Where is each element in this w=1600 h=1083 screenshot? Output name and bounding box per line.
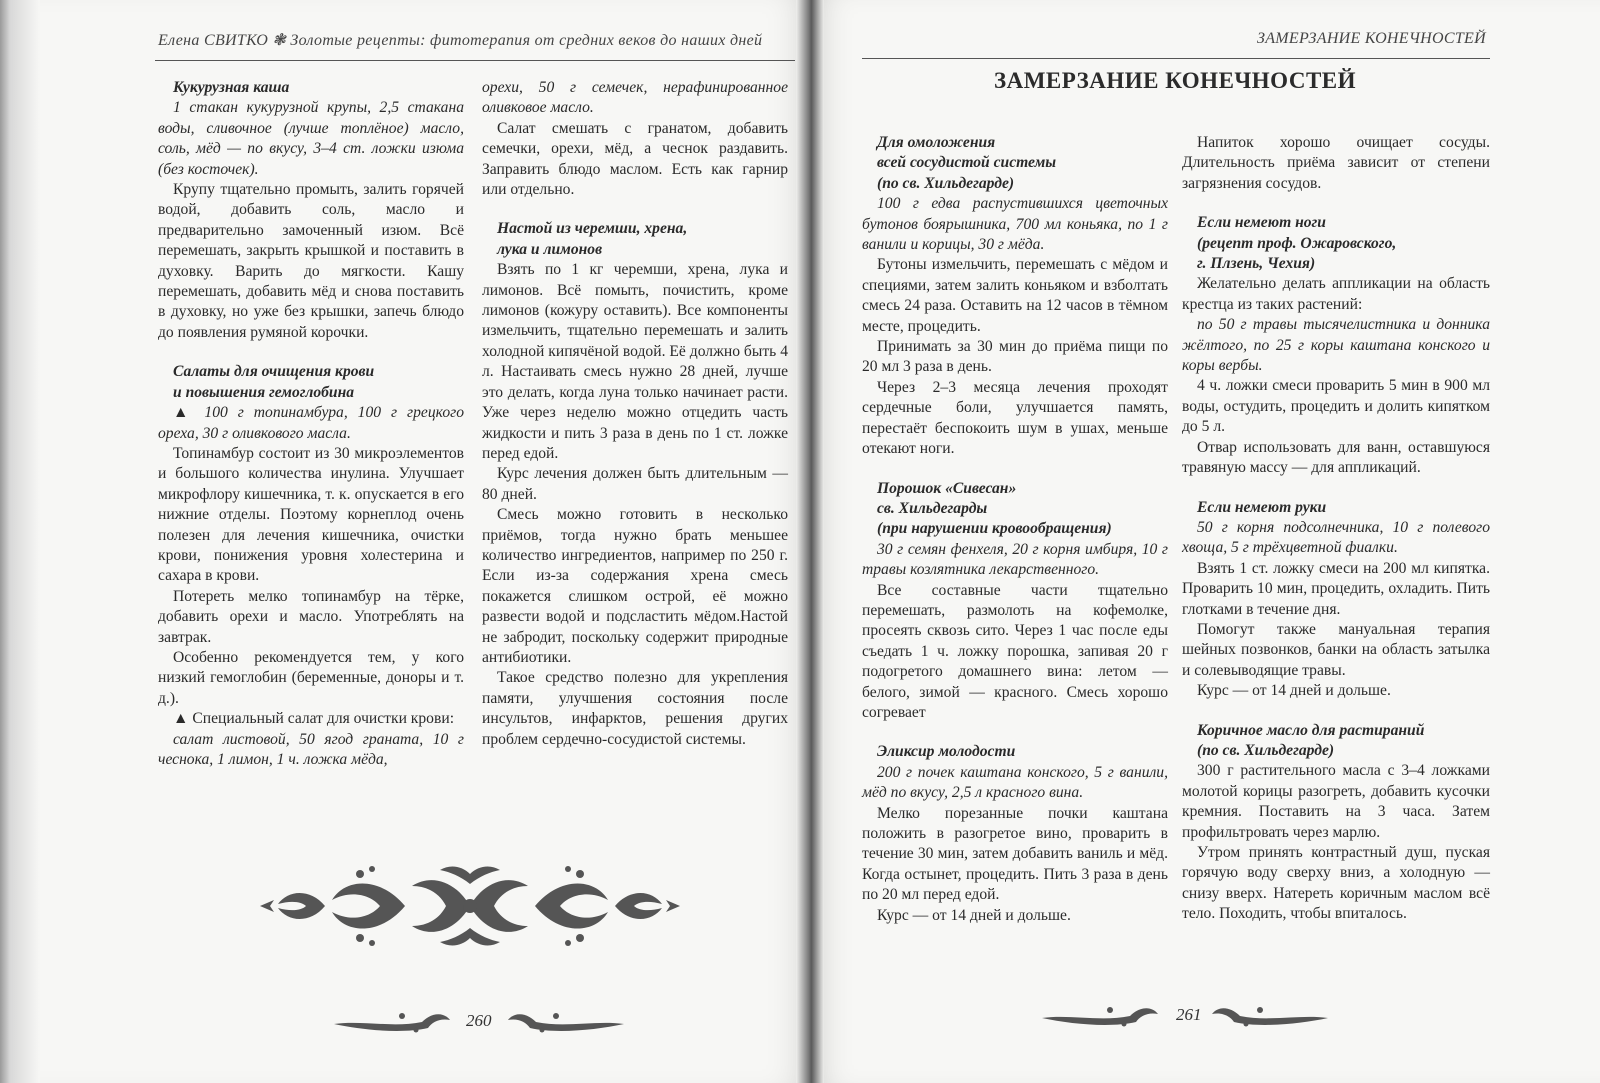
paragraph: Крупу тщательно промыть, залить горячей водой, добавить соль, масло и предварительно замоченный изюм. Всё перемешать, закрыть крышкой и поставить в духовку. Варить до мягкости. Кашу перемешать, добавить мёд и снова поставить в духовку, но уже без крышки, запечь блюдо до появления румяной корочки. xyxy=(158,181,464,341)
left-column-2 xyxy=(482,78,788,750)
folio-ornament-icon xyxy=(1040,1000,1160,1030)
ingredients-text: 30 г семян фенхеля, 20 г корня имбиря, 10 г травы козлятника лекарственного. xyxy=(862,540,1168,579)
ingredients-text: ▲ 100 г топинамбура, 100 г грецкого ореха, 30 г оливкового масла. xyxy=(158,404,464,442)
paragraph: 4 ч. ложки смеси проварить 5 мин в 900 мл воды, остудить, процедить и долить кипятком до 5 л. xyxy=(1182,377,1490,436)
folio-ornament-icon xyxy=(1210,1000,1330,1030)
header-rule-left xyxy=(155,60,795,61)
paragraph: Напиток хорошо очищает сосуды. Длительность приёма зависит от степени загрязнения сосудов. xyxy=(1182,134,1490,192)
paragraph: Помогут также мануальная терапия шейных позвонков, банки на область затылка и солевыводящие травы. xyxy=(1182,620,1490,679)
floral-ornament-icon xyxy=(240,860,700,952)
paragraph: Взять 1 ст. ложку смеси на 200 мл кипятка. Проварить 10 мин, процедить, охладить. Пить глотками в течение дня. xyxy=(1182,559,1490,618)
paragraph: Курс — от 14 дней и дольше. xyxy=(877,906,1071,924)
recipe-heading: всей сосудистой системы xyxy=(877,154,1057,172)
paragraph: Бутоны измельчить, перемешать с мёдом и специями, затем залить коньяком и взболтать смесь 24 раза. Оставить на 12 часов в тёмном месте, процедить. xyxy=(862,256,1168,335)
running-head-right: ЗАМЕРЗАНИЕ КОНЕЧНОСТЕЙ xyxy=(1256,30,1486,47)
ingredients-text: 100 г едва распустившихся цветочных бутонов боярышника, 700 мл коньяка, по 1 г ванили и корицы, 30 г мёда. xyxy=(862,195,1168,254)
paragraph: Смесь можно готовить в несколько приёмов, тогда нужно брать меньшее количество ингредиентов, например по 250 г. Если из-за содержания хрена смесь покажется слишком острой, её можно развести водой и подсластить мёдом.Настой не забродит, поскольку содержит природные антибиотики. xyxy=(482,506,788,666)
ingredients-text: 200 г почек каштана конского, 5 г ванили, мёд по вкусу, 2,5 л красного вина. xyxy=(862,763,1168,802)
recipe-heading: (по св. Хильдегарде) xyxy=(1197,741,1335,759)
paragraph: Курс — от 14 дней и дольше. xyxy=(1197,682,1391,700)
recipe-heading: Кукурузная каша xyxy=(173,79,290,96)
paragraph: Утром принять контрастный душ, пуская горячую воду сверху вниз, а холодную — снизу вверх. Натереть коричным маслом всё тело. Походить, чтобы впиталось. xyxy=(1182,844,1490,923)
recipe-heading: Если немеют руки xyxy=(1197,498,1327,516)
paragraph: Отвар использовать для ванн, оставшуюся травяную массу — для аппликаций. xyxy=(1182,438,1490,477)
ingredients-text: 1 стакан кукурузной крупы, 2,5 стакана воды, сливочное (лучше топлёное) масло, соль, мёд — по вкусу, 3–4 ст. ложки изюма (без косточек). xyxy=(158,99,464,178)
right-column-1 xyxy=(862,133,1168,926)
book-gutter xyxy=(796,0,824,1083)
recipe-heading: Для омоложения xyxy=(877,134,996,151)
recipe-heading: (при нарушении кровообращения) xyxy=(877,520,1112,538)
ingredients-text: 50 г корня подсолнечника, 10 г полевого хвоща, 5 г трёхцветной фиалки. xyxy=(1182,518,1490,557)
page-number-left: 260 xyxy=(466,1011,492,1030)
page-edge xyxy=(0,0,40,1083)
recipe-heading: (рецепт проф. Ожаровского, xyxy=(1197,234,1397,252)
paragraph: Топинамбур состоит из 30 микроэлементов и большого количества инулина. Улучшает микрофлору кишечника, т. к. опускается в его нижние отделы. Поэтому корнеплод очень полезен для лечения кишечника, очистки крови, понижения уровня холестерина и сахара в крови. xyxy=(158,444,464,585)
recipe-heading: св. Хильдегарды xyxy=(877,499,988,517)
paragraph: Желательно делать аппликации на область крестца из таких растений: xyxy=(1182,275,1490,313)
recipe-heading: Коричное масло для растираний xyxy=(1197,721,1425,739)
paragraph: Принимать за 30 мин до приёма пищи по 20 мл 3 раза в день. xyxy=(862,338,1168,376)
paragraph: Взять по 1 кг черемши, хрена, лука и лимонов. Всё помыть, почистить, кроме лимонов (кожуру оставить). Все компоненты измельчить, тщательно перемешать и залить холодной кипячёной водой. Её должно быть 4 л. Настаивать смесь нужно 28 дней, лучше это делать, когда луна только начинает расти. Уже через неделю можно отцедить часть жидкости и пить 3 раза в день по 1 ст. ложке перед едой. xyxy=(482,261,788,462)
recipe-heading: лука и лимонов xyxy=(497,240,603,258)
recipe-heading: Эликсир молодости xyxy=(877,743,1016,761)
ingredients-text: по 50 г травы тысячелистника и донника жёлтого, по 25 г коры каштана конского и коры вербы. xyxy=(1182,316,1490,375)
page-number-right: 261 xyxy=(1176,1005,1202,1024)
paragraph: Потереть мелко топинамбур на тёрке, добавить орехи и масло. Употреблять на завтрак. xyxy=(158,587,464,646)
paragraph: ▲ Специальный салат для очистки крови: xyxy=(173,710,455,728)
running-head-left: Елена СВИТКО ❃ Золотые рецепты: фитотерапия от средних веков до наших дней xyxy=(158,32,763,49)
paragraph: Такое средство полезно для укрепления памяти, улучшения состояния после инсультов, инфарктов, решения других проблем сердечно-сосудистой системы. xyxy=(482,669,788,748)
folio-ornament-icon xyxy=(506,1006,626,1036)
paragraph: Через 2–3 месяца лечения проходят сердечные боли, улучшается память, перестаёт беспокоить шум в ушах, меньше отекают ноги. xyxy=(862,378,1168,458)
chapter-title: ЗАМЕРЗАНИЕ КОНЕЧНОСТЕЙ xyxy=(993,68,1357,93)
paragraph: Все составные части тщательно перемешать, размолоть на кофемолке, просеять сквозь сито. Через 1 час после еды съедать 1 ч. ложку порошка, запивая 20 г подогретого домашнего вина: летом — белого, зимой — красного. Смесь хорошо согревает xyxy=(862,581,1168,721)
recipe-heading: Порошок «Сивесан» xyxy=(877,479,1017,497)
recipe-heading: Салаты для очищения крови xyxy=(173,363,375,381)
recipe-heading: Настой из черемши, хрена, xyxy=(497,220,688,238)
ingredients-text: орехи, 50 г семечек, нерафинированное оливковое масло. xyxy=(482,79,788,117)
folio-ornament-icon xyxy=(332,1006,452,1036)
recipe-heading: г. Плзень, Чехия) xyxy=(1197,255,1316,273)
paragraph: Курс лечения должен быть длительным — 80 дней. xyxy=(482,465,788,503)
paragraph: Салат смешать с гранатом, добавить семечки, орехи, мёд, а чеснок раздавить. Заправить блюдо маслом. Есть как гарнир или отдельно. xyxy=(482,119,788,199)
recipe-heading: Если немеют ноги xyxy=(1197,214,1326,232)
ingredients-text: салат листовой, 50 ягод граната, 10 г чеснока, 1 лимон, 1 ч. ложка мёда, xyxy=(158,730,464,768)
header-rule-right xyxy=(862,58,1490,59)
recipe-heading: и повышения гемоглобина xyxy=(173,383,355,401)
paragraph: 300 г растительного масла с 3–4 ложками молотой корицы разогреть, добавить кусочки кремния. Поставить на 3 часа. Затем профильтровать через марлю. xyxy=(1182,762,1490,841)
paragraph: Особенно рекомендуется тем, у кого низкий гемоглобин (беременные, доноры и т. д.). xyxy=(158,648,464,707)
paragraph: Мелко порезанные почки каштана положить в разогретое вино, проварить в течение 30 мин, затем добавить ваниль и мёд. Когда остынет, процедить. Пить 3 раза в день по 20 мл перед едой. xyxy=(862,804,1168,904)
recipe-heading: (по св. Хильдегарде) xyxy=(877,174,1015,192)
left-column-1 xyxy=(158,78,464,770)
right-column-2 xyxy=(1182,133,1490,925)
